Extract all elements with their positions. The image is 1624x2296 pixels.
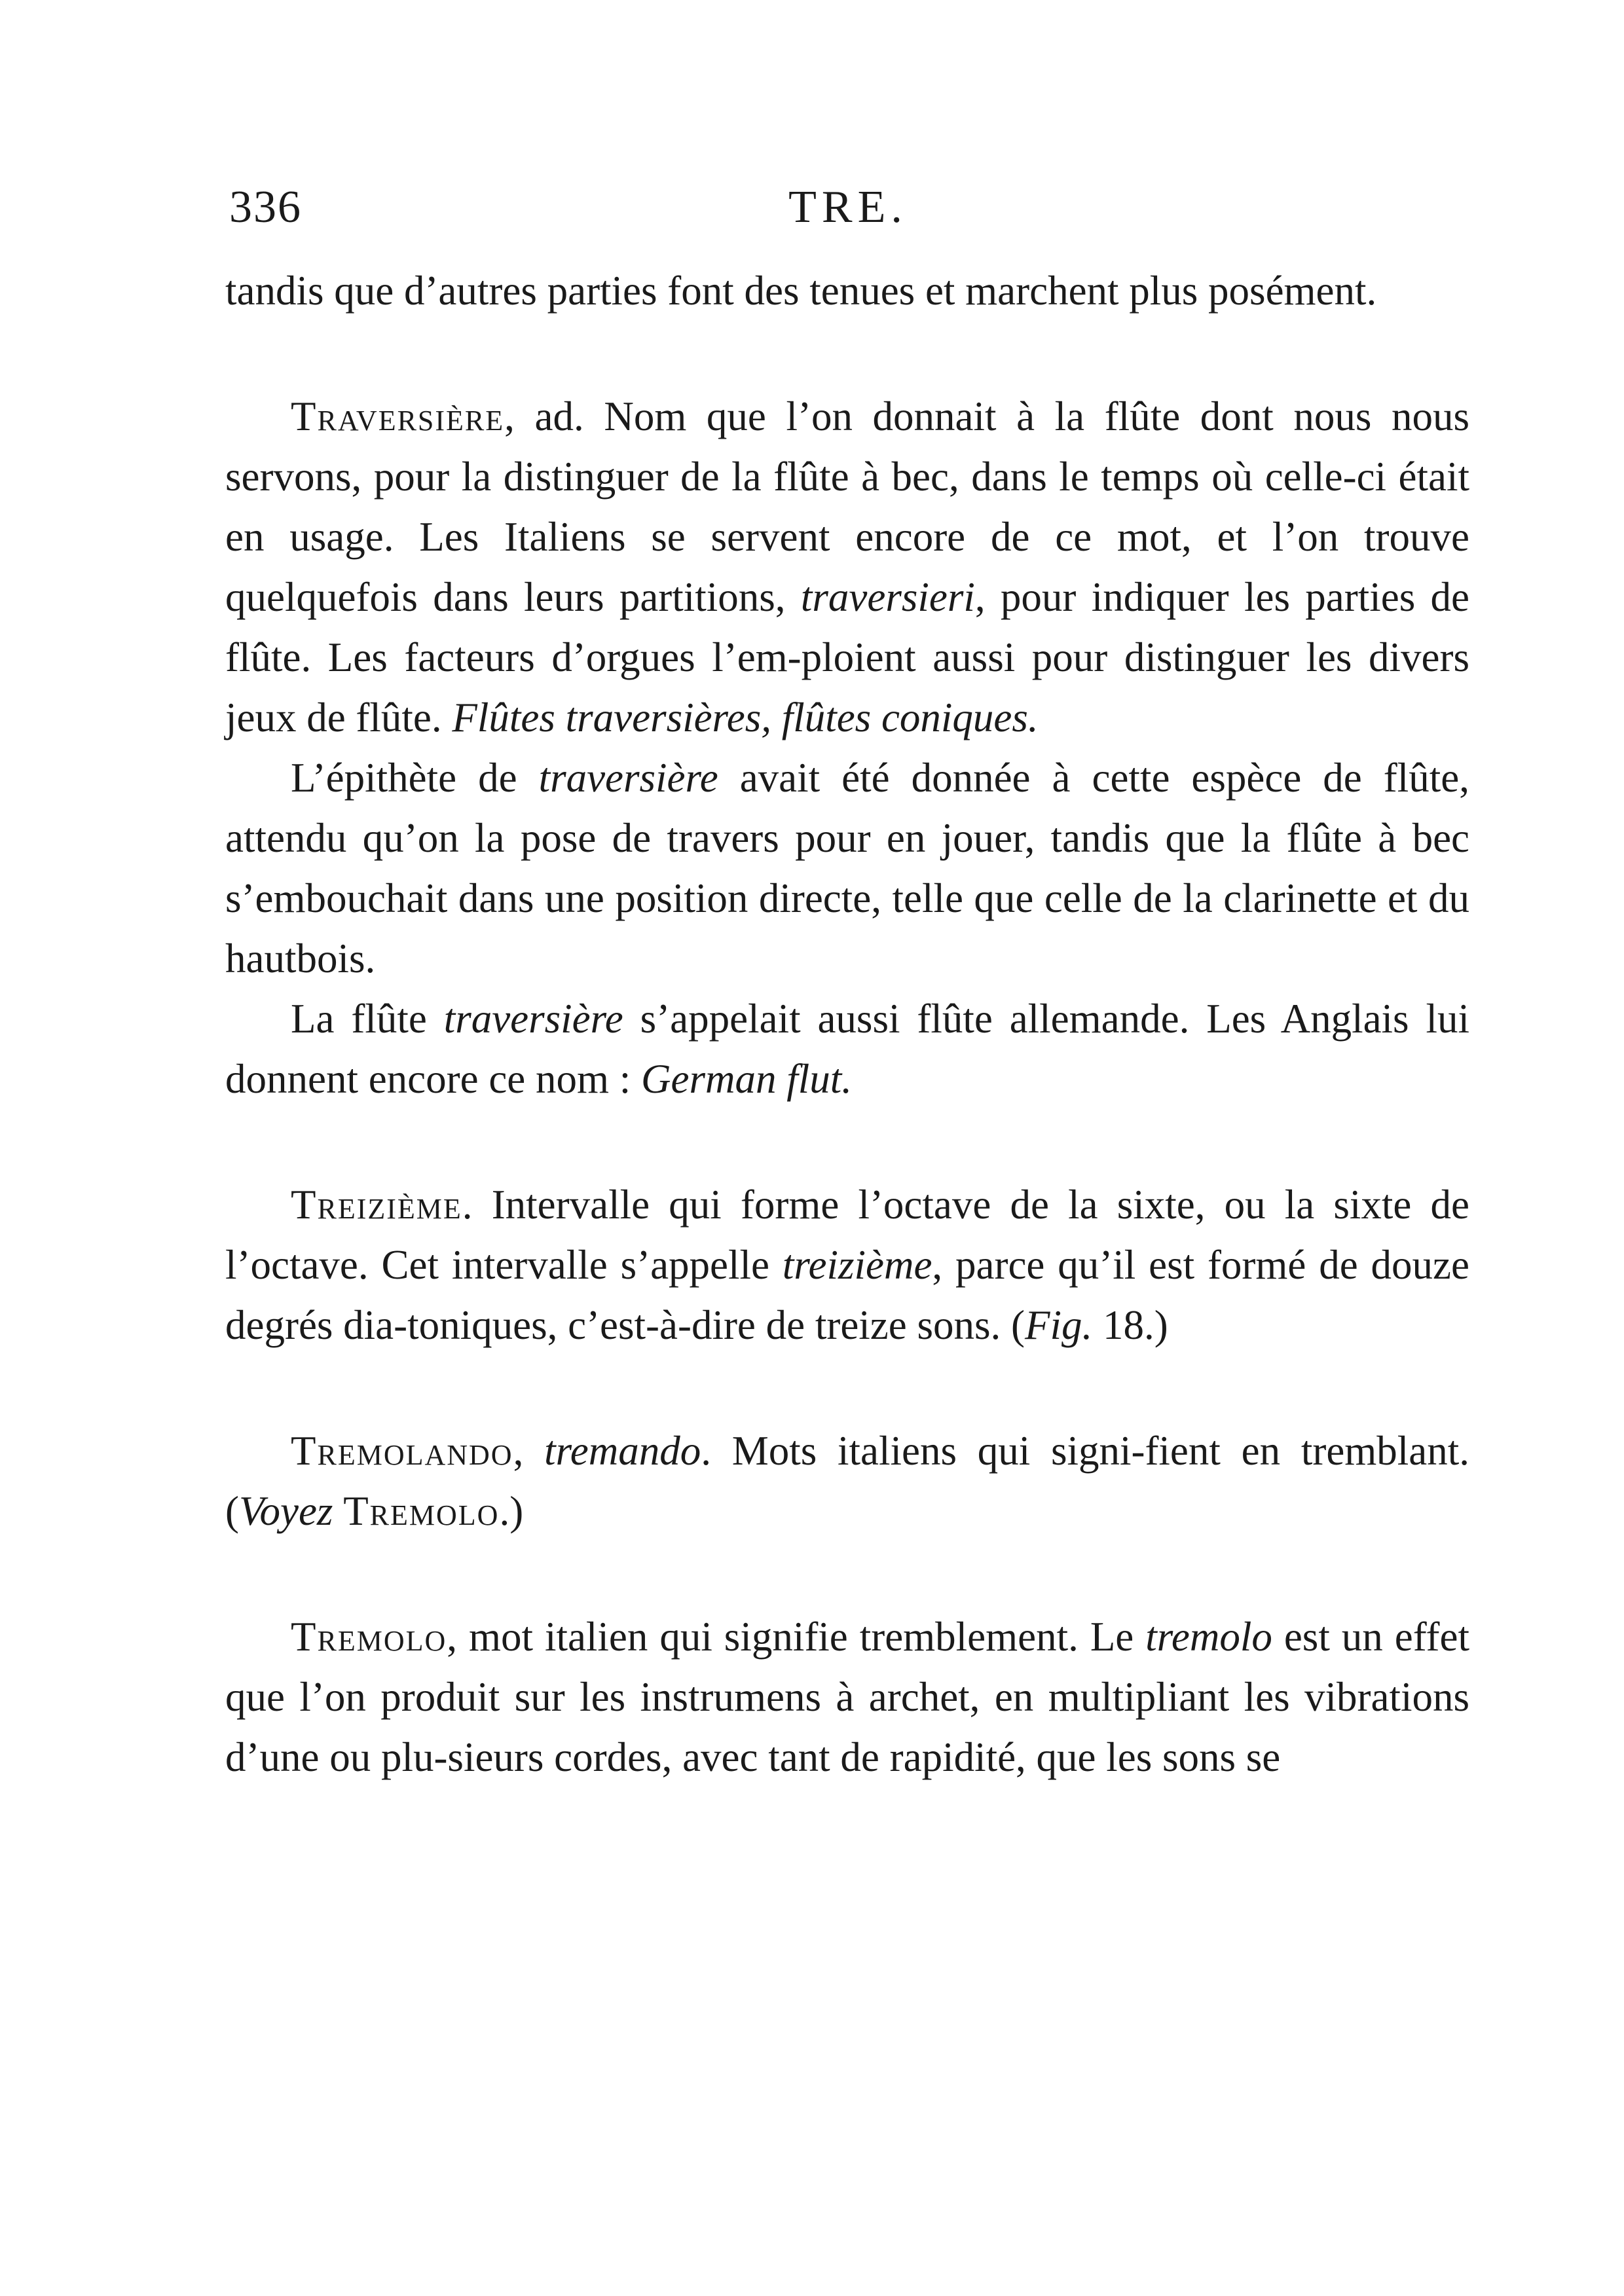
italic-term: treizième — [782, 1242, 932, 1288]
text-run: , — [513, 1428, 545, 1474]
text-run: tandis que d’autres parties font des tenues et marchent plus posément. — [225, 268, 1377, 314]
text-run: , mot italien qui signifie tremblement. Le — [447, 1614, 1146, 1660]
headword: Treizième — [291, 1182, 462, 1228]
entry-traversiere — [225, 386, 1469, 748]
entry-tremolo — [225, 1607, 1469, 1787]
italic-term: tremando — [544, 1428, 701, 1474]
italic-term: traversière — [538, 755, 718, 801]
headword: Tremolo — [291, 1614, 447, 1660]
page-header — [229, 172, 1467, 244]
text-run: , ad. Nom que l’on donnait à la flûte dont nous nous servons, pour la distinguer de la flûte à bec, dans le temps où celle-ci était en usage. Les Italiens se servent encore de ce mot, et l’on trouve quelquefois dans leurs partitions, — [225, 393, 1469, 620]
running-head: TRE. — [788, 182, 908, 232]
page-number: 336 — [229, 182, 302, 232]
italic-term: Flûtes traversières, flûtes coniques. — [452, 695, 1039, 740]
headword: Tremolo — [343, 1488, 500, 1534]
entry-tremolando — [225, 1421, 1469, 1541]
headword: Tremolando — [291, 1428, 513, 1474]
text-run: , parce qu’il est formé de douze degrés dia-toniques, c’est-à-dire de treize sons. ( — [225, 1242, 1469, 1348]
paragraph-epithete — [225, 748, 1469, 989]
text-run: . Mots italiens qui signi-fient en tremblant. ( — [225, 1428, 1469, 1534]
italic-term: traversieri — [800, 574, 975, 620]
italic-term: tremolo — [1145, 1614, 1272, 1660]
headword: Traversière — [291, 393, 505, 439]
text-run: . Intervalle qui forme l’octave de la sixte, ou la sixte de l’octave. Cet intervalle s’appelle — [225, 1182, 1469, 1288]
text-run: 18.) — [1092, 1302, 1168, 1348]
text-run — [333, 1488, 343, 1534]
text-run: .) — [499, 1488, 524, 1534]
italic-term: Fig. — [1025, 1302, 1093, 1348]
paragraph-continuation — [225, 261, 1469, 321]
text-run: est un effet que l’on produit sur les instrumens à archet, en multipliant les vibrations d’une ou plu-sieurs cordes, avec tant de rapidité, que les sons se — [225, 1614, 1470, 1780]
text-run: La flûte — [291, 996, 444, 1042]
text-run: L’épithète de — [291, 755, 539, 801]
paragraph-flute-allemande — [225, 989, 1469, 1109]
italic-term: Voyez — [238, 1488, 333, 1534]
italic-term: traversière — [443, 996, 623, 1042]
entry-treizieme — [225, 1175, 1469, 1355]
text-run: , pour indiquer les parties de flûte. Les facteurs d’orgues l’em-ploient aussi pour distinguer les divers jeux de flûte. — [225, 574, 1469, 740]
page-text — [225, 261, 1469, 1787]
text-run: avait été donnée à cette espèce de flûte, attendu qu’on la pose de travers pour en jouer, tandis que la flûte à bec s’embouchait dans une position directe, telle que celle de la clarinette et du hautbois. — [225, 755, 1469, 981]
italic-term: German flut. — [641, 1056, 852, 1102]
text-run: s’appelait aussi flûte allemande. Les Anglais lui donnent encore ce nom : — [225, 996, 1469, 1102]
